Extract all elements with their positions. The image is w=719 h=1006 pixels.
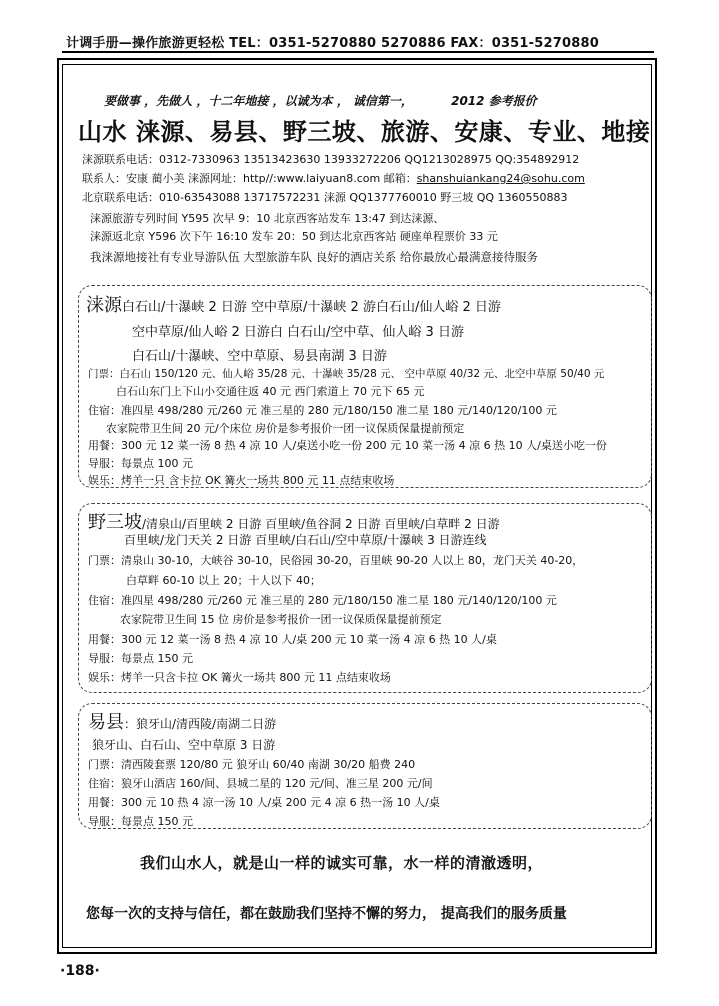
beijing-phones: 北京联系电话：010-63543088 13717572231 涞源 QQ1377760010 野三坡 QQ 1360550883 bbox=[82, 191, 568, 204]
contact-person-line bbox=[82, 170, 585, 186]
yesanpo-tickets-2: 白草畔 60-10 以上 20；十人以下 40； bbox=[126, 574, 321, 587]
yesanpo-route-1: /清泉山/百里峡 2 日游 百里峡/鱼谷洞 2 日游 百里峡/白草畔 2 日游 bbox=[142, 517, 500, 531]
laiyuan-lodging: 住宿：准四星 498/280 元/260 元 准三星的 280 元/180/150 准二星 180 元/140/120/100 元 bbox=[88, 404, 557, 417]
yixian-heading bbox=[88, 708, 276, 734]
laiyuan-entertainment: 娱乐：烤羊一只 含卡拉 OK 篝火一场共 800 元 11 点结束收场 bbox=[88, 474, 395, 487]
laiyuan-route-1: 白石山/十瀑峡 2 日游 空中草原/十瀑峡 2 游白石山/仙人峪 2 日游 bbox=[122, 300, 501, 315]
closing-slogan-2: 您每一次的支持与信任，都在鼓励我们坚持不懈的努力， 提高我们的服务质量 bbox=[86, 906, 567, 922]
laiyuan-title: 涞源 bbox=[86, 295, 122, 316]
yixian-title: 易县 bbox=[88, 712, 124, 733]
slogan bbox=[104, 92, 537, 109]
laiyuan-phones: 涞源联系电话：0312-7330963 13513423630 13933272206 QQ1213028975 QQ:354892912 bbox=[82, 153, 580, 166]
laiyuan-meals: 用餐：300 元 12 菜一汤 8 热 4 凉 10 人/桌送小吃一份 200 元 10 菜一汤 4 凉 6 热 10 人/桌送小吃一份 bbox=[88, 439, 607, 452]
yixian-tickets: 门票：清西陵套票 120/80 元 狼牙山 60/40 南湖 30/20 船费 240 bbox=[88, 758, 416, 771]
yixian-guide: 导服：每景点 150 元 bbox=[88, 815, 193, 828]
train-schedule-return: 涞源返北京 Y596 次下午 16:10 发车 20：50 到达北京西客站 硬座单程票价 33 元 bbox=[90, 230, 498, 243]
laiyuan-tickets: 门票：白石山 150/120 元、仙人峪 35/28 元、十瀑峡 35/28 元、 空中草原 40/32 元、北空中草原 50/40 元 bbox=[88, 368, 605, 380]
service-statement: 我涞源地接社有专业导游队伍 大型旅游车队 良好的酒店关系 给你最放心最满意接待服务 bbox=[90, 250, 538, 264]
laiyuan-route-3: 白石山/十瀑峡、空中草原、易县南湖 3 日游 bbox=[132, 349, 387, 364]
yesanpo-lodging: 住宿：准四星 498/280 元/260 元 准三星的 280 元/180/150 准二星 180 元/140/120/100 元 bbox=[88, 594, 557, 607]
laiyuan-tickets-2: 白石山东门上下山小交通往返 40 元 西门索道上 70 元下 65 元 bbox=[116, 385, 425, 398]
laiyuan-heading bbox=[86, 291, 501, 317]
closing-slogan-1: 我们山水人，就是山一样的诚实可靠，水一样的清澈透明， bbox=[140, 854, 544, 872]
yixian-route-2: 狼牙山、白石山、空中草原 3 日游 bbox=[92, 738, 276, 752]
yesanpo-route-2: 百里峡/龙门天关 2 日游 百里峡/白石山/空中草原/十瀑峡 3 日游连线 bbox=[124, 533, 487, 547]
yixian-route-1: ：狼牙山/清西陵/南湖二日游 bbox=[124, 717, 277, 731]
yesanpo-tickets: 门票：清泉山 30-10，大峡谷 30-10，民俗园 30-20，百里峡 90-20 人以上 80，龙门天关 40-20， bbox=[88, 554, 584, 567]
yixian-lodging: 住宿：狼牙山酒店 160/间、县城二星的 120 元/间、准三星 200 元/间 bbox=[88, 777, 433, 790]
page-header: 计调手册—操作旅游更轻松 TEL：0351-5270880 5270886 FAX：0351-5270880 bbox=[66, 36, 599, 51]
laiyuan-guide: 导服：每景点 100 元 bbox=[88, 457, 193, 470]
page-number: ·188· bbox=[60, 963, 100, 979]
email-link[interactable]: shanshuiankang24@sohu.com bbox=[416, 172, 585, 185]
laiyuan-lodging-2: 农家院带卫生间 20 元/个床位 房价是参考报价一团一议保质保量提前预定 bbox=[106, 422, 465, 435]
yesanpo-entertainment: 娱乐：烤羊一只含卡拉 OK 篝火一场共 800 元 11 点结束收场 bbox=[88, 671, 391, 684]
yixian-meals: 用餐：300 元 10 热 4 凉一汤 10 人/桌 200 元 4 凉 6 热一汤 10 人/桌 bbox=[88, 796, 440, 809]
page-title: 山水 涞源、易县、野三坡、旅游、安康、专业、地接 bbox=[78, 118, 651, 146]
train-schedule-out: 涞源旅游专列时间 Y595 次早 9：10 北京西客站发车 13:47 到达涞源、 bbox=[90, 212, 445, 225]
header-rule bbox=[62, 51, 654, 53]
laiyuan-route-2: 空中草原/仙人峪 2 日游白 白石山/空中草、仙人峪 3 日游 bbox=[132, 325, 464, 340]
slogan-text: 要做事 ，先做人 ，十二年地接 ，以诚为本 ， 诚信第一， bbox=[104, 94, 413, 108]
yesanpo-lodging-2: 农家院带卫生间 15 位 房价是参考报价一团一议保质保量提前预定 bbox=[120, 613, 442, 626]
contact-person-text: 联系人：安康 蔺小美 涞源网址：http//:www.laiyuan8.com 邮箱： bbox=[82, 172, 417, 185]
yesanpo-guide: 导服：每景点 150 元 bbox=[88, 652, 193, 665]
yesanpo-title: 野三坡 bbox=[88, 512, 142, 533]
yesanpo-meals: 用餐：300 元 12 菜一汤 8 热 4 凉 10 人/桌 200 元 10 菜一汤 4 凉 6 热 10 人/桌 bbox=[88, 633, 497, 646]
price-year-label: 2012 参考报价 bbox=[451, 94, 537, 108]
